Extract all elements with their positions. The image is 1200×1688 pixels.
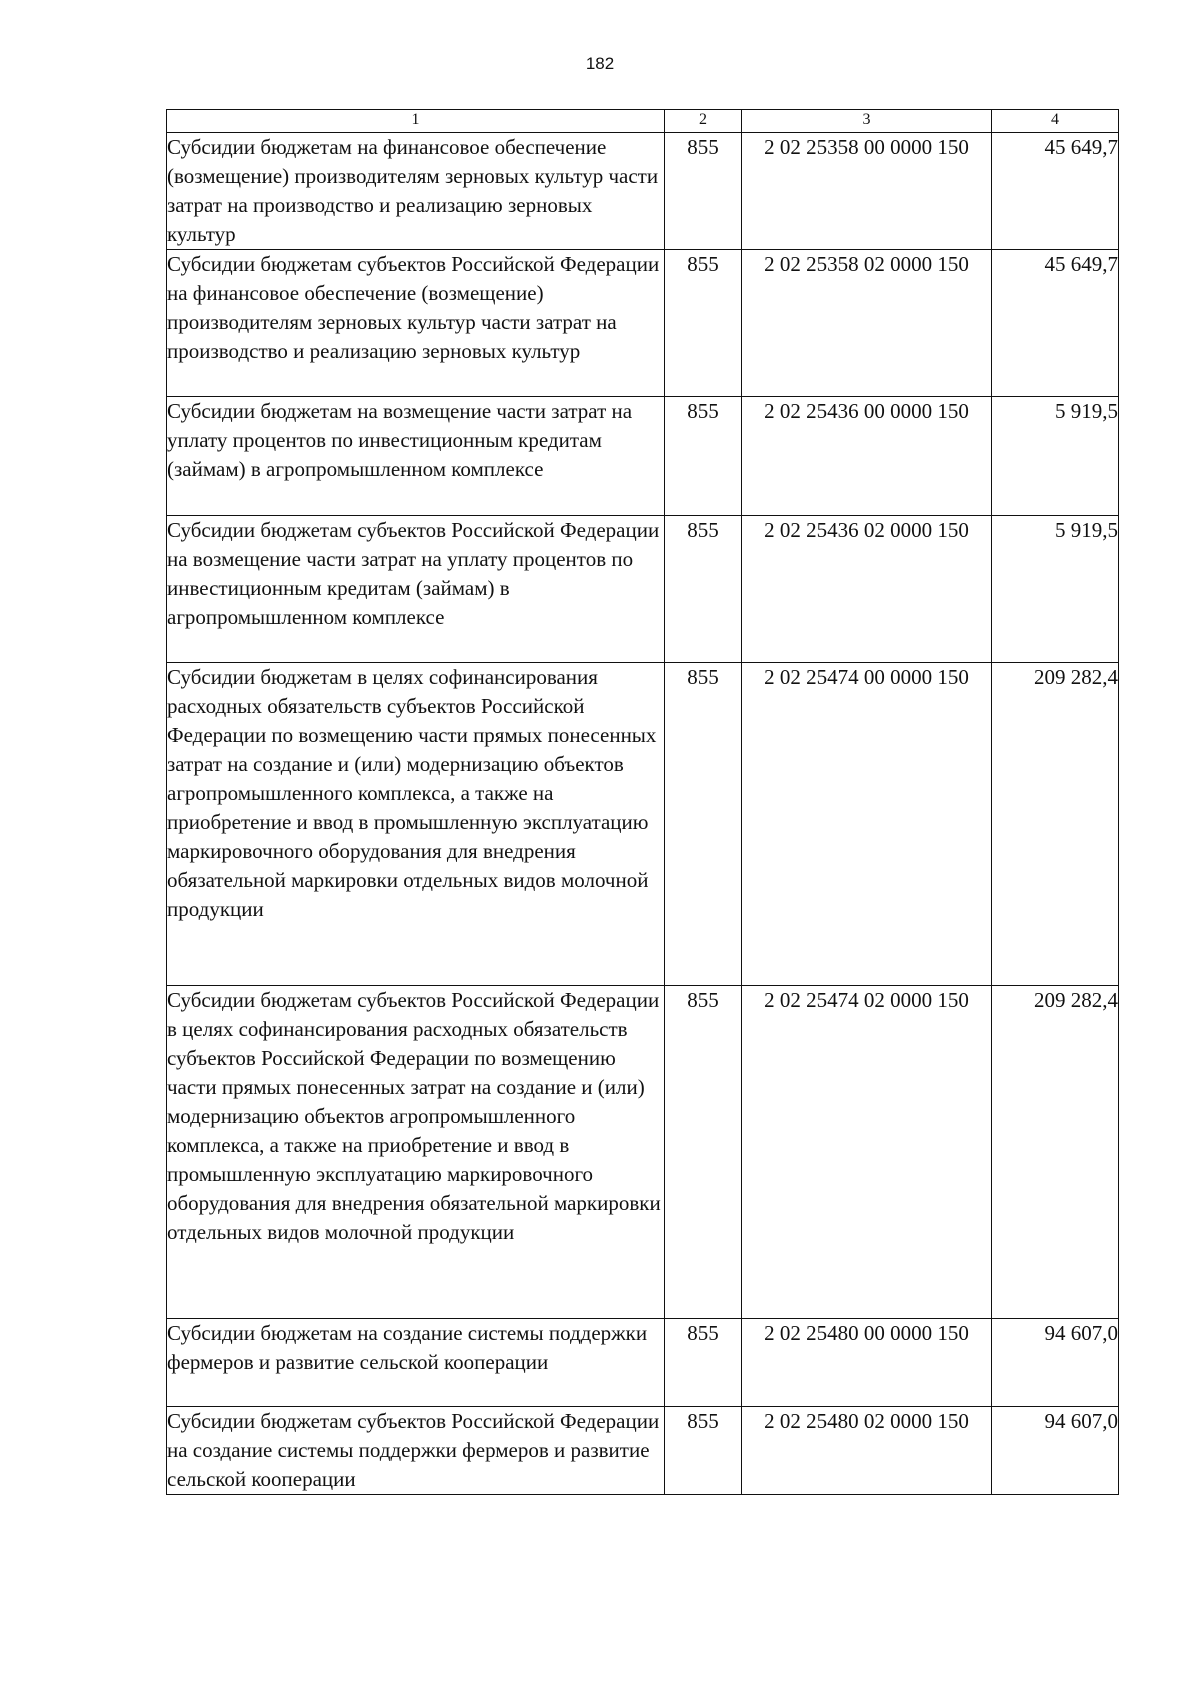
row-admin-code: 855 — [665, 397, 742, 516]
header-row — [167, 110, 1119, 133]
row-description: Субсидии бюджетам в целях софинансирования расходных обязательств субъектов Российской Федерации по возмещению части прямых понесенных затрат на создание и (или) модернизацию объектов агропромышленного комплекса, а также на приобретение и ввод в промышленную эксплуатацию маркировочного оборудования для внедрения обязательной маркировки отдельных видов молочной продукции — [167, 663, 665, 986]
row-amount: 5 919,5 — [992, 516, 1119, 663]
row-amount: 94 607,0 — [992, 1407, 1119, 1495]
row-admin-code: 855 — [665, 516, 742, 663]
row-description: Субсидии бюджетам субъектов Российской Федерации на финансовое обеспечение (возмещение) производителям зерновых культур части затрат на производство и реализацию зерновых культур — [167, 250, 665, 397]
table-row — [167, 397, 1119, 516]
budget-table — [166, 109, 1119, 1495]
table-row — [167, 1319, 1119, 1407]
row-amount: 5 919,5 — [992, 397, 1119, 516]
table-row — [167, 133, 1119, 250]
row-budget-code: 2 02 25480 00 0000 150 — [742, 1319, 992, 1407]
row-budget-code: 2 02 25358 02 0000 150 — [742, 250, 992, 397]
row-admin-code: 855 — [665, 250, 742, 397]
row-budget-code: 2 02 25436 02 0000 150 — [742, 516, 992, 663]
table-row — [167, 986, 1119, 1319]
column-header-2: 2 — [665, 110, 742, 133]
table-body — [167, 133, 1119, 1495]
row-admin-code: 855 — [665, 986, 742, 1319]
row-amount: 45 649,7 — [992, 133, 1119, 250]
row-description: Субсидии бюджетам на возмещение части затрат на уплату процентов по инвестиционным кредитам (займам) в агропромышленном комплексе — [167, 397, 665, 516]
row-amount: 209 282,4 — [992, 986, 1119, 1319]
row-description: Субсидии бюджетам на создание системы поддержки фермеров и развитие сельской кооперации — [167, 1319, 665, 1407]
row-admin-code: 855 — [665, 1407, 742, 1495]
table-row — [167, 250, 1119, 397]
row-budget-code: 2 02 25436 00 0000 150 — [742, 397, 992, 516]
table-row — [167, 1407, 1119, 1495]
page-number: 182 — [585, 54, 615, 73]
column-header-3: 3 — [742, 110, 992, 133]
row-amount: 94 607,0 — [992, 1319, 1119, 1407]
row-admin-code: 855 — [665, 663, 742, 986]
row-admin-code: 855 — [665, 1319, 742, 1407]
row-description: Субсидии бюджетам на финансовое обеспечение (возмещение) производителям зерновых культур части затрат на производство и реализацию зерновых культур — [167, 133, 665, 250]
row-budget-code: 2 02 25474 02 0000 150 — [742, 986, 992, 1319]
column-header-4: 4 — [992, 110, 1119, 133]
row-budget-code: 2 02 25358 00 0000 150 — [742, 133, 992, 250]
table-row — [167, 516, 1119, 663]
row-budget-code: 2 02 25474 00 0000 150 — [742, 663, 992, 986]
column-header-1: 1 — [167, 110, 665, 133]
row-description: Субсидии бюджетам субъектов Российской Федерации на возмещение части затрат на уплату процентов по инвестиционным кредитам (займам) в агропромышленном комплексе — [167, 516, 665, 663]
table-row — [167, 663, 1119, 986]
row-amount: 209 282,4 — [992, 663, 1119, 986]
row-amount: 45 649,7 — [992, 250, 1119, 397]
row-budget-code: 2 02 25480 02 0000 150 — [742, 1407, 992, 1495]
table-header — [167, 110, 1119, 133]
row-description: Субсидии бюджетам субъектов Российской Федерации на создание системы поддержки фермеров и развитие сельской кооперации — [167, 1407, 665, 1495]
row-admin-code: 855 — [665, 133, 742, 250]
row-description: Субсидии бюджетам субъектов Российской Федерации в целях софинансирования расходных обязательств субъектов Российской Федерации по возмещению части прямых понесенных затрат на создание и (или) модернизацию объектов агропромышленного комплекса, а также на приобретение и ввод в промышленную эксплуатацию маркировочного оборудования для внедрения обязательной маркировки отдельных видов молочной продукции — [167, 986, 665, 1319]
